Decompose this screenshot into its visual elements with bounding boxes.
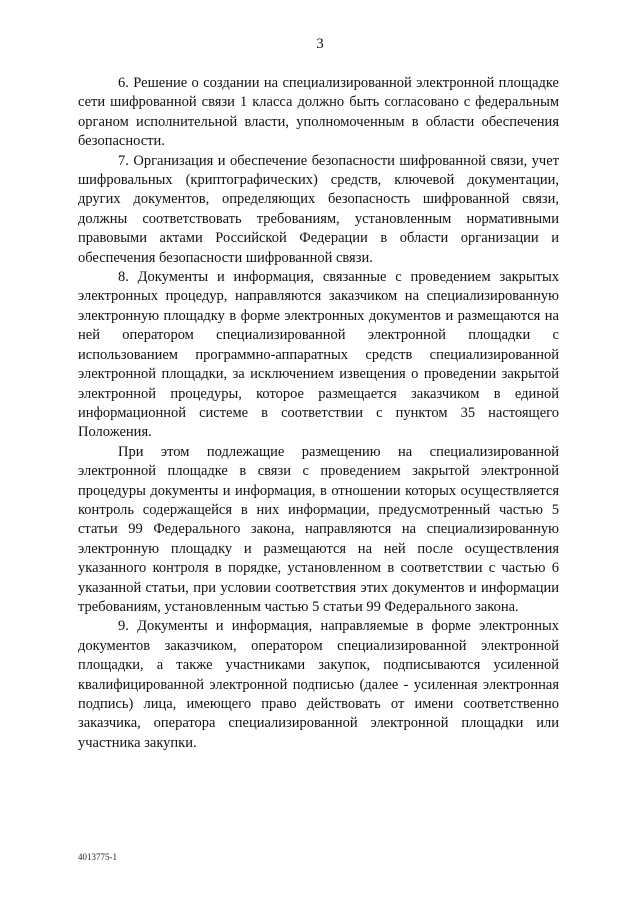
paragraph-9: 9. Документы и информация, направляемые в форме электронных документов заказчиком, оператором специализированной электронной площадки, а также участниками закупок, подписываются усиленной квалифицированной электронной подписью (далее - усиленная электронная подпись) лица, имеющего право действовать от имени соответственно заказчика, оператора специализированной электронной площадки или участника закупки.	[78, 618, 559, 751]
paragraph-7: 7. Организация и обеспечение безопасности шифрованной связи, учет шифровальных (криптографических) средств, ключевой документации, других документов, определяющих безопасность шифрованной связи, должны соответствовать требованиям, установленным нормативными правовыми актами Российской Федерации в области организации и обеспечения безопасности шифрованной связи.	[78, 152, 559, 266]
paragraph-6: 6. Решение о создании на специализированной электронной площадке сети шифрованной связи 1 класса должно быть согласовано с федеральным органом исполнительной власти, уполномоченным в области обеспечения безопасности.	[78, 75, 559, 150]
page-number: 3	[316, 36, 324, 52]
paragraph-8-continuation: При этом подлежащие размещению на специализированной электронной площадке в связи с проведением закрытой электронной процедуры документы и информация, в отношении которых осуществляется контроль содержащейся в них информации, предусмотренный частью 5 статьи 99 Федерального закона, направляются на специализированную электронную площадку и размещаются на ней после осуществления указанного контроля в порядке, установленном в соответствии с частью 6 указанной статьи, при условии соответствия этих документов и информации требованиям, установленным частью 5 статьи 99 Федерального закона.	[78, 443, 559, 615]
paragraph-8: 8. Документы и информация, связанные с проведением закрытых электронных процедур, направляются заказчиком на специализированную электронную площадку в форме электронных документов и размещаются на ней оператором специализированной электронной площадки с использованием программно-аппаратных средств специализированной электронной площадки, за исключением извещения о проведении закрытой электронной процедуры, которое размещается заказчиком в единой информационной системе в соответствии с пунктом 35 настоящего Положения.	[78, 269, 559, 441]
document-code: 4013775-1	[78, 852, 117, 862]
document-body	[78, 74, 559, 753]
